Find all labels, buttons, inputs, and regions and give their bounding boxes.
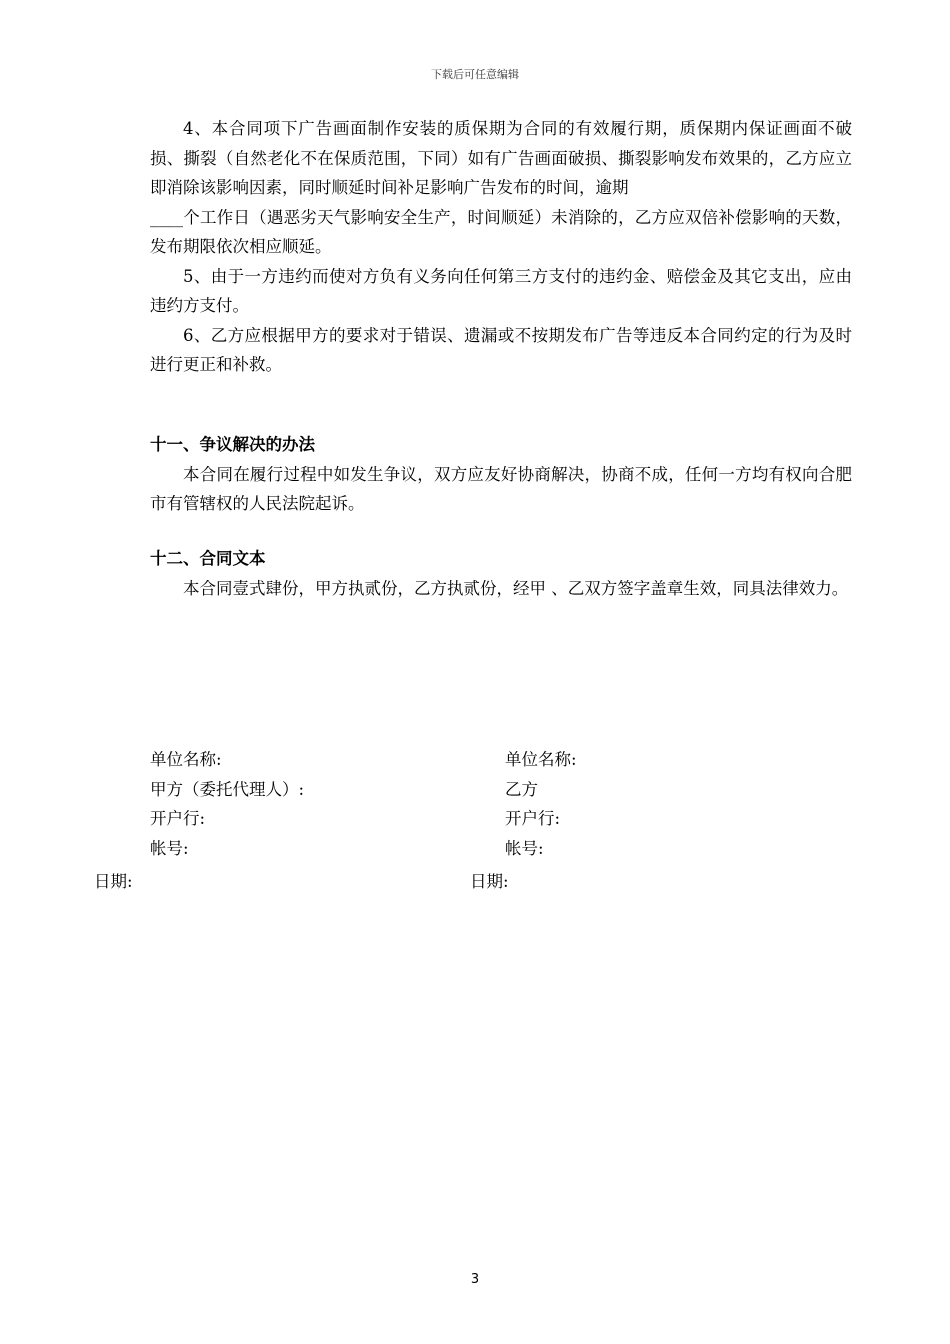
clause-item-6: 6、乙方应根据甲方的要求对于错误、遗漏或不按期发布广告等违反本合同约定的行为及时进行更正和补救。 [150, 325, 852, 374]
party-a-account-label: 帐号: [150, 838, 189, 858]
section-contract-text [150, 544, 852, 603]
party-b-date-label: 日期: [470, 872, 509, 891]
header-note: 下载后可任意编辑 [431, 68, 519, 81]
clause-item-4-continued: ____个工作日（遇恶劣天气影响安全生产，时间顺延）未消除的，乙方应双倍补偿影响的天数，发布期限依次相应顺延。 [150, 207, 852, 256]
section-heading-12: 十二、合同文本 [150, 549, 266, 568]
party-b-bank-label: 开户行: [505, 809, 561, 828]
signature-block-party-b [505, 745, 577, 863]
section-dispute-resolution [150, 430, 852, 519]
signature-block-party-a [150, 745, 304, 863]
party-b-label: 乙方 [505, 779, 538, 799]
party-b-account-label: 帐号: [505, 838, 544, 858]
party-a-agent-label: 甲方（委托代理人）: [150, 779, 305, 799]
clause-item-4: 4、本合同项下广告画面制作安装的质保期为合同的有效履行期，质保期内保证画面不破损、撕裂（自然老化不在保质范围，下同）如有广告画面破损、撕裂影响发布效果的，乙方应立即消除该影响因素，同时顺延时间补足影响广告发布的时间，逾期 [150, 119, 852, 197]
section-heading-11: 十一、争议解决的办法 [150, 435, 315, 454]
party-a-date-label: 日期: [94, 872, 133, 891]
section-11-text: 本合同在履行过程中如发生争议，双方应友好协商解决，协商不成，任何一方均有权向合肥市有管辖权的人民法院起诉。 [150, 464, 852, 513]
clause-10-continued [150, 114, 852, 380]
party-a-unit-name-label: 单位名称: [150, 750, 222, 769]
party-b-unit-name-label: 单位名称: [505, 750, 577, 769]
page-number: 3 [470, 1272, 480, 1287]
clause-item-5: 5、由于一方违约而使对方负有义务向任何第三方支付的违约金、赔偿金及其它支出，应由违约方支付。 [150, 266, 852, 315]
party-a-bank-label: 开户行: [150, 809, 206, 828]
section-12-text: 本合同壹式肆份，甲方执贰份，乙方执贰份，经甲 、乙双方签字盖章生效，同具法律效力。 [183, 578, 849, 598]
